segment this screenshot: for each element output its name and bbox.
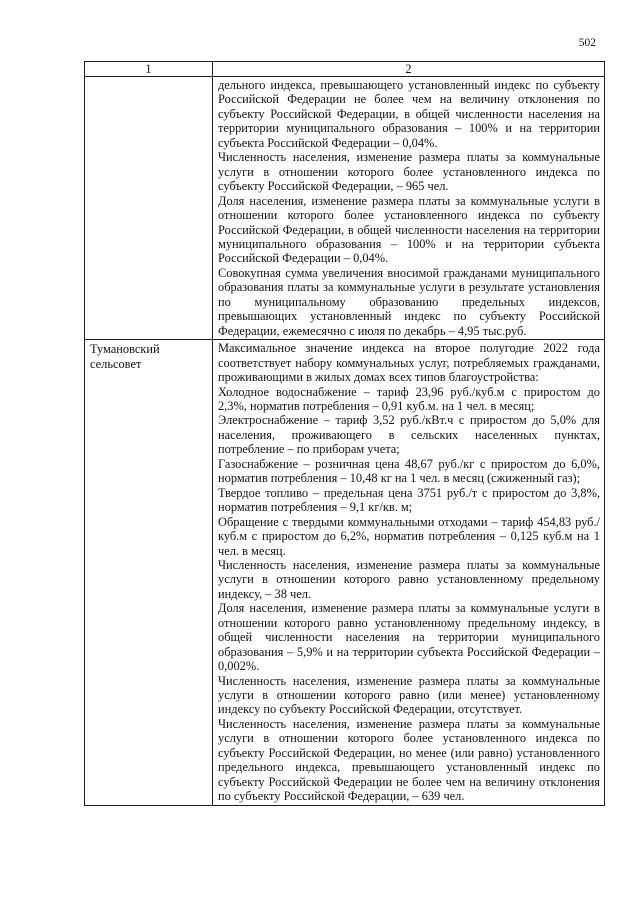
municipality-name-cell xyxy=(85,77,213,340)
paragraph: Совокупная сумма увеличения вносимой гражданами муниципального образования платы за коммунальные услуги в результате установления по муниципальному образованию предельных индексов, превышающих установленный индекс по субъекту Российской Федерации, ежемесячно с июля по декабрь – 4,95 тыс.руб. xyxy=(218,265,600,338)
paragraph: Обращение с твердыми коммунальными отходами – тариф 454,83 руб./куб.м с приростом до 6,2%, норматив потребления – 0,125 куб.м на 1 чел. в месяц. xyxy=(218,514,600,558)
paragraph: Холодное водоснабжение – тариф 23,96 руб./куб.м с приростом до 2,3%, норматив потребления – 0,91 куб.м. на 1 чел. в месяц; xyxy=(218,384,600,413)
paragraph: Максимальное значение индекса на второе полугодие 2022 года соответствует набору коммунальных услуг, потребляемых гражданами, проживающими в жилых домах всех типов благоустройства: xyxy=(218,341,600,385)
paragraph: Доля населения, изменение размера платы за коммунальные услуги в отношении которого более установленного индекса по субъекту Российской Федерации, в общей численности населения на территории муниципального образования – 100% и на территории субъекта Российской Федерации – 0,04%. xyxy=(218,193,600,266)
description-cell xyxy=(213,340,605,806)
paragraph: Численность населения, изменение размера платы за коммунальные услуги в отношении которого равно установленному предельному индексу, – 38 чел. xyxy=(218,557,600,601)
paragraph: Электроснабжение – тариф 3,52 руб./кВт.ч с приростом до 5,0% для населения, проживающего в сельских населенных пунктах, потребление – по приборам учета; xyxy=(218,413,600,457)
paragraph: Доля населения, изменение размера платы за коммунальные услуги в отношении которого равно установленному предельному индексу, в общей численности населения на территории муниципального образования – 5,9% и на территории субъекта Российской Федерации – 0,002%. xyxy=(218,601,600,674)
paragraph: Газоснабжение – розничная цена 48,67 руб./кг с приростом до 6,0%, норматив потребления – 10,48 кг на 1 чел. в месяц (сжиженный газ); xyxy=(218,456,600,486)
municipality-name-line: Тумановский xyxy=(90,342,160,357)
table-row xyxy=(85,340,605,806)
column-header-1: 1 xyxy=(85,62,213,77)
paragraph: Численность населения, изменение размера платы за коммунальные услуги в отношении которого равно (или менее) установленному индексу по субъекту Российской Федерации, отсутствует. xyxy=(218,673,600,717)
municipality-name-line: сельсовет xyxy=(90,356,142,371)
table-row xyxy=(85,77,605,340)
description-cell xyxy=(213,77,605,340)
municipality-name-cell xyxy=(85,340,213,806)
column-header-2: 2 xyxy=(213,62,605,77)
paragraph: Численность населения, изменение размера платы за коммунальные услуги в отношении которого более установленного индекса по субъекту Российской Федерации, – 965 чел. xyxy=(218,150,600,194)
table-body xyxy=(85,77,605,806)
paragraph: Численность населения, изменение размера платы за коммунальные услуги в отношении которого более установленного индекса по субъекту Российской Федерации, но менее (или равно) установленного предельного индекса, превышающего установленный индекс по субъекту Российской Федерации не более чем на величину отклонения по субъекту Российской Федерации, – 639 чел. xyxy=(218,716,600,804)
document-table xyxy=(84,61,605,806)
paragraph: дельного индекса, превышающего установленный индекс по субъекту Российской Федерации не более чем на величину отклонения по субъекту Российской Федерации, в общей численности населения на территории муниципального образования – 100% и на территории субъекта Российской Федерации – 0,04%. xyxy=(218,78,600,150)
table-header-row xyxy=(85,62,605,77)
paragraph: Твердое топливо – предельная цена 3751 руб./т с приростом до 3,8%, норматив потребления – 9,1 кг/кв. м; xyxy=(218,485,600,515)
page-number: 502 xyxy=(578,37,596,49)
